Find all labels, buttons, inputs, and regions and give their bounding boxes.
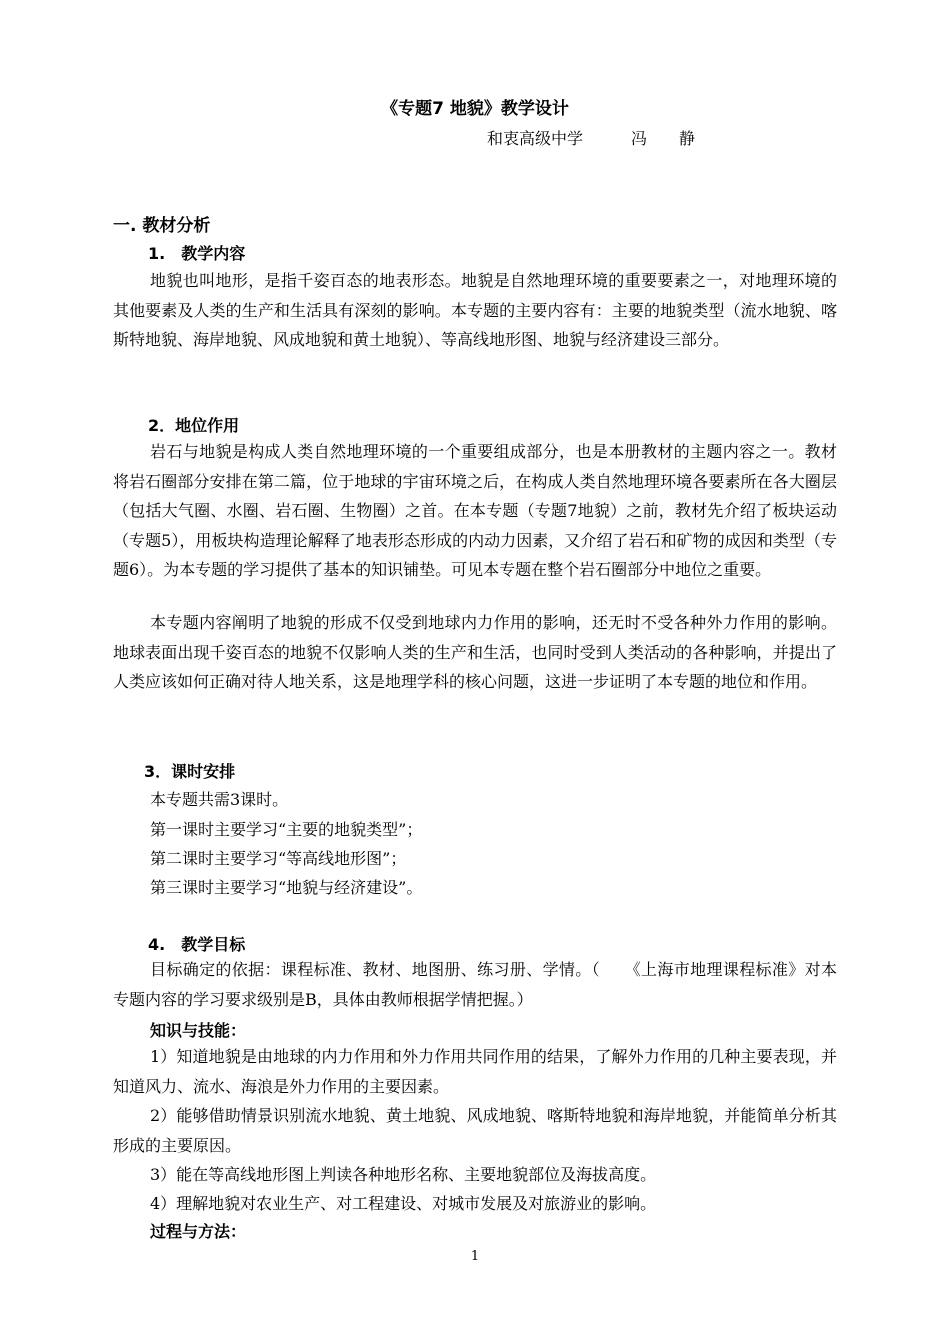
knowledge-item: 2）能够借助情景识别流水地貌、黄土地貌、风成地貌、喀斯特地貌和海岸地貌，并能简单分析其形成的主要原因。 [113,1106,837,1155]
section-heading-1: 一. 教材分析 [113,216,211,236]
heading-teaching-content: 1. 教学内容 [148,244,246,263]
school-name: 和衷高级中学 [487,129,584,148]
paragraph-goal-basis: 目标确定的依据：课程标准、教材、地图册、练习册、学情。（ 《上海市地理课程标准》对本专题内容的学习要求级别是B，具体由教师根据学情把握。） [113,960,837,1009]
schedule-line: 第三课时主要学习“地貌与经济建设”。 [150,878,423,897]
schedule-line: 第一课时主要学习“主要的地貌类型”； [150,820,423,839]
paragraph-position-role-2: 本专题内容阐明了地貌的形成不仅受到地球内力作用的影响，还无时不受各种外力作用的影响。地球表面出现千姿百态的地貌不仅影响人类的生产和生活，也同时受到人类活动的各种影响，并提出了人类应该如何正确对待人地关系，这是地理学科的核心问题，这进一步证明了本专题的地位和作用。 [113,613,837,691]
page-number: 1 [470,1249,480,1264]
author-name: 冯 静 [631,129,696,148]
heading-knowledge-skills: 知识与技能： [150,1021,247,1040]
knowledge-item: 4）理解地貌对农业生产、对工程建设、对城市发展及对旅游业的影响。 [150,1194,657,1213]
knowledge-item: 3）能在等高线地形图上判读各种地形名称、主要地貌部位及海拔高度。 [150,1165,657,1184]
schedule-line: 第二课时主要学习“等高线地形图”； [150,849,407,868]
paragraph-teaching-content: 地貌也叫地形，是指千姿百态的地表形态。地貌是自然地理环境的重要要素之一，对地理环境的其他要素及人类的生产和生活具有深刻的影响。本专题的主要内容有：主要的地貌类型（流水地貌、喀斯特地貌、海岸地貌、风成地貌和黄土地貌）、等高线地形图、地貌与经济建设三部分。 [113,271,837,349]
schedule-line: 本专题共需3课时。 [150,790,289,809]
author-line [487,126,695,149]
document-title: 《专题7 地貌》教学设计 [381,99,569,119]
knowledge-item: 1）知道地貌是由地球的内力作用和外力作用共同作用的结果，了解外力作用的几种主要表现，并知道风力、流水、海浪是外力作用的主要因素。 [113,1047,837,1096]
heading-teaching-goals: 4. 教学目标 [148,935,246,954]
heading-position-role: 2．地位作用 [148,416,240,435]
paragraph-position-role-1: 岩石与地貌是构成人类自然地理环境的一个重要组成部分，也是本册教材的主题内容之一。教材将岩石圈部分安排在第二篇，位于地球的宇宙环境之后，在构成人类自然地理环境各要素所在各大圈层（包括大气圈、水圈、岩石圈、生物圈）之首。在本专题（专题7地貌）之前，教材先介绍了板块运动（专题5），用板块构造理论解释了地表形态形成的内动力因素，又介绍了岩石和矿物的成因和类型（专题6）。为本专题的学习提供了基本的知识铺垫。可见本专题在整个岩石圈部分中地位之重要。 [113,442,837,579]
heading-schedule: 3．课时安排 [144,762,236,781]
heading-process-methods: 过程与方法： [150,1222,247,1241]
